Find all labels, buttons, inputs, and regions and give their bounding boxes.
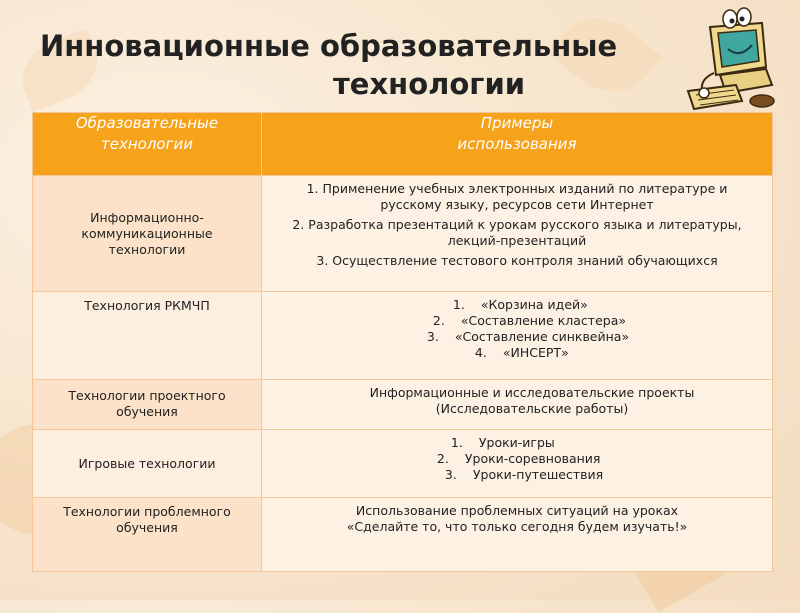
list-item: 3. «Составление синквейна»: [426, 329, 630, 344]
examples-cell: [262, 176, 773, 292]
title-line-2: технологии: [333, 67, 526, 101]
technology-name: Технологии проблемного обучения: [63, 504, 231, 535]
example-item: 2. Разработка презентаций к урокам русского языка и литературы, лекций-презентаций: [292, 217, 742, 248]
table-row: [33, 380, 773, 430]
technology-name: Информационно-коммуникационные технологии: [81, 209, 213, 257]
example-item: Использование проблемных ситуаций на уроках: [355, 503, 679, 518]
title-line-1: Инновационные образовательные: [40, 29, 618, 63]
technology-cell: [33, 498, 262, 572]
examples-cell: [262, 380, 773, 430]
technology-name: Технология РКМЧП: [84, 298, 210, 313]
computer-mascot-icon: [680, 5, 790, 115]
technologies-table: [32, 112, 773, 572]
examples-cell: [262, 498, 773, 572]
technology-cell: [33, 430, 262, 498]
table-row: [33, 176, 773, 292]
example-item: (Исследовательские работы): [435, 401, 629, 416]
example-item: 3. Осуществление тестового контроля знаний обучающихся: [316, 253, 718, 268]
examples-cell: [262, 292, 773, 380]
table-row: [33, 430, 773, 498]
list-item: 2. Уроки-соревнования: [436, 451, 601, 466]
list-item: 1. «Корзина идей»: [452, 297, 588, 312]
header-examples: [262, 113, 773, 176]
header-col2-line2: использования: [457, 135, 577, 153]
technology-cell: [33, 176, 262, 292]
technology-cell: [33, 380, 262, 430]
example-item: «Сделайте то, что только сегодня будем изучать!»: [346, 519, 688, 534]
table-header-row: [33, 113, 773, 176]
header-col1-line1: Образовательные: [75, 114, 219, 132]
technology-cell: [33, 292, 262, 380]
example-item: 1. Применение учебных электронных изданий по литературе и русскому языку, ресурсов сети Интернет: [306, 181, 728, 212]
table-row: [33, 292, 773, 380]
header-technologies: [33, 113, 262, 176]
technology-name: Игровые технологии: [78, 455, 216, 471]
list-item: 2. «Составление кластера»: [432, 313, 627, 328]
header-col1-line2: технологии: [101, 135, 193, 153]
examples-cell: [262, 430, 773, 498]
table-row: [33, 498, 773, 572]
list-item: 1. Уроки-игры: [450, 435, 555, 450]
example-item: Информационные и исследовательские проекты: [369, 385, 695, 400]
list-item: 4. «ИНСЕРТ»: [474, 345, 569, 360]
technology-name: Технологии проектного обучения: [68, 388, 226, 419]
header-col2-line1: Примеры: [480, 114, 554, 132]
list-item: 3. Уроки-путешествия: [444, 467, 604, 482]
